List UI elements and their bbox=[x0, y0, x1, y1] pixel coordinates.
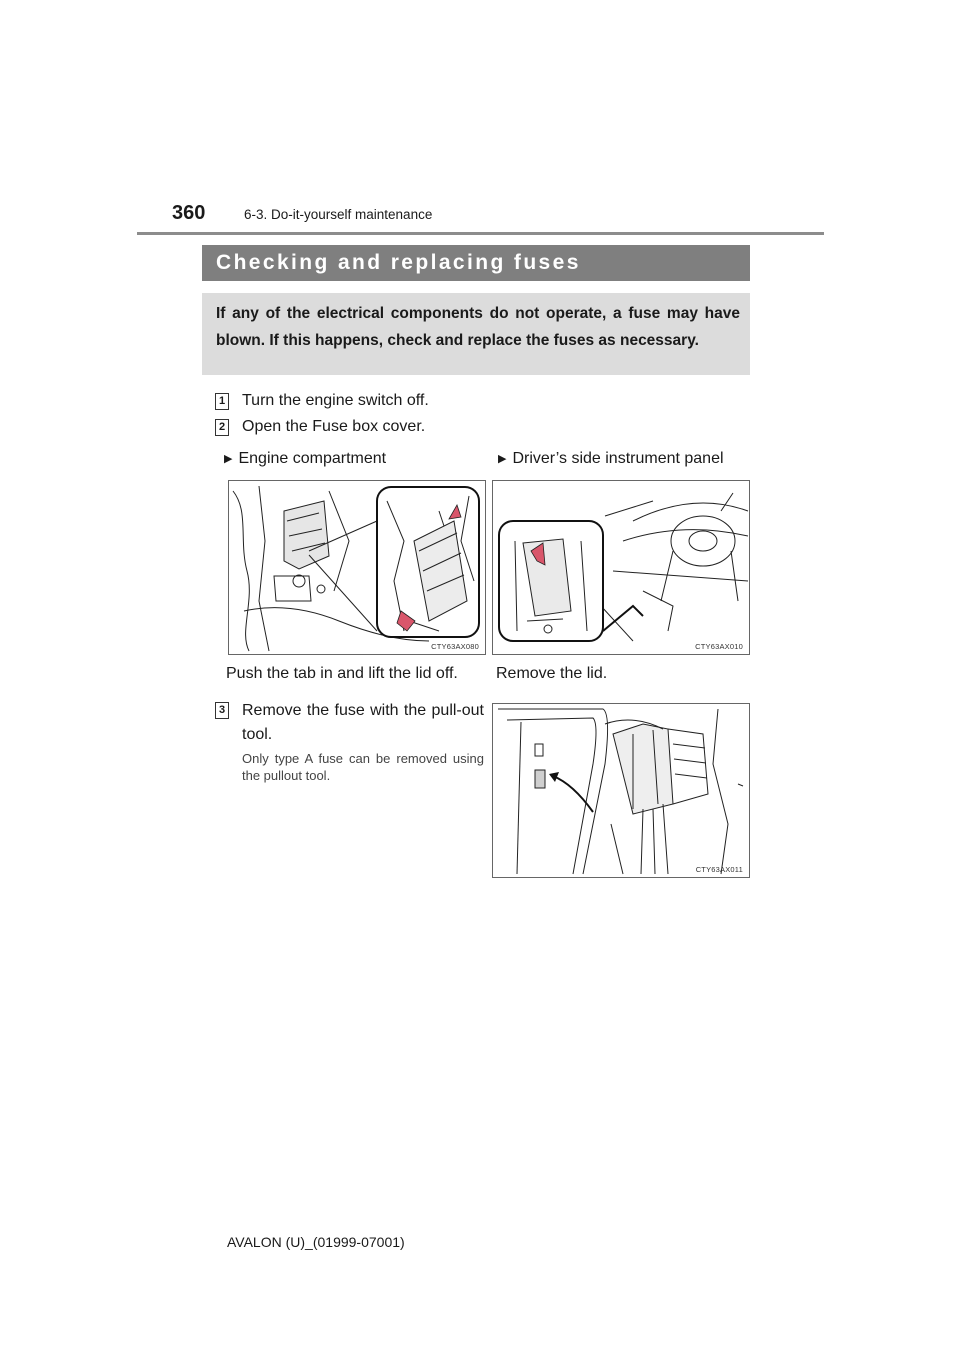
step-badge-1: 1 bbox=[215, 393, 229, 410]
caption-engine: Push the tab in and lift the lid off. bbox=[226, 665, 458, 682]
figure-code: CTY63AX010 bbox=[695, 642, 743, 651]
figure-code: CTY63AX080 bbox=[431, 642, 479, 651]
step-text-3: Remove the fuse with the pull-out tool. bbox=[242, 702, 484, 743]
figure-fuse-removal bbox=[492, 703, 750, 878]
instrument-panel-illustration bbox=[493, 481, 750, 655]
step-3-note: Only type A fuse can be removed using the pullout tool. bbox=[242, 751, 484, 783]
step-text-2: Open the Fuse box cover. bbox=[242, 418, 426, 435]
footer-model: AVALON (U)_(01999-07001) bbox=[227, 1234, 405, 1250]
triangle-bullet-icon: ▶ bbox=[224, 453, 233, 465]
figure-code: CTY63AX011 bbox=[695, 865, 743, 874]
intro-text: If any of the electrical components do not operate, a fuse may have blown. If this happens, check and replace the fuses as necessary. bbox=[216, 305, 740, 349]
location-label-engine: ▶ Engine compartment bbox=[224, 450, 387, 467]
step-badge-2: 2 bbox=[215, 419, 229, 436]
intro-box bbox=[202, 293, 750, 375]
page-number: 360 bbox=[172, 202, 206, 224]
location-label-instrument-panel: ▶ Driver’s side instrument panel bbox=[498, 450, 724, 467]
engine-compartment-illustration bbox=[229, 481, 486, 655]
caption-instrument-panel: Remove the lid. bbox=[496, 665, 608, 682]
figure-engine-compartment bbox=[228, 480, 486, 655]
header-rule bbox=[137, 232, 824, 235]
step-badge-3: 3 bbox=[215, 702, 229, 719]
triangle-bullet-icon: ▶ bbox=[498, 453, 507, 465]
figure-instrument-panel bbox=[492, 480, 750, 655]
section-name: 6-3. Do-it-yourself maintenance bbox=[244, 207, 433, 222]
step-text-1: Turn the engine switch off. bbox=[242, 392, 429, 409]
section-title: Checking and replacing fuses bbox=[202, 245, 750, 281]
fuse-box-illustration bbox=[493, 704, 750, 878]
